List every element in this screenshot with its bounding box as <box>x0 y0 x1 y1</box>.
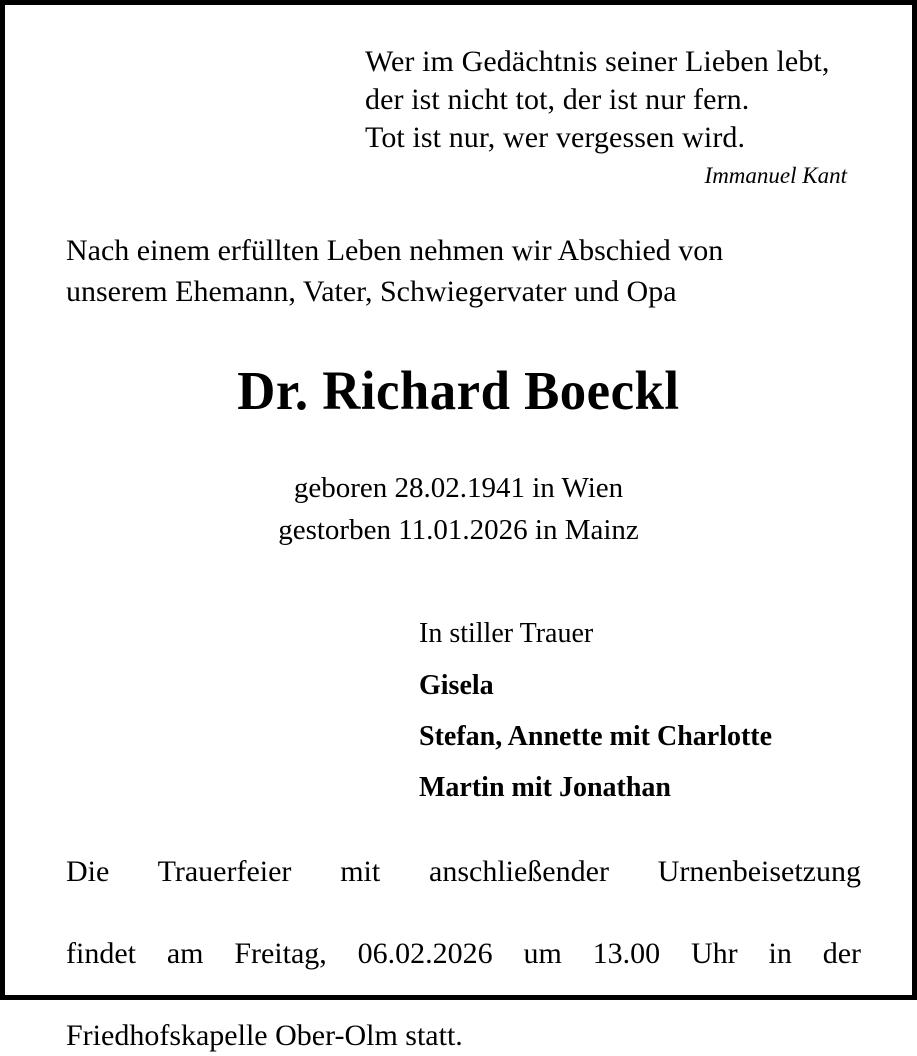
notice-sheet <box>5 5 912 1052</box>
intro-line-1: Nach einem erfüllten Leben nehmen wir Abschied von <box>66 234 724 267</box>
quote-line-2: der ist nicht tot, der ist nur fern. <box>365 83 750 116</box>
mourner-name-2: Stefan, Annette mit Charlotte <box>419 721 773 752</box>
life-dates-block <box>5 467 912 551</box>
quote-line-3: Tot ist nur, wer vergessen wird. <box>365 121 746 154</box>
death-line: gestorben 11.01.2026 in Mainz <box>278 514 639 546</box>
birth-line: geboren 28.02.1941 in Wien <box>293 472 624 504</box>
intro-block <box>66 230 861 312</box>
quote-line-1: Wer im Gedächtnis seiner Lieben lebt, <box>365 45 830 78</box>
intro-line-2: unserem Ehemann, Vater, Schwiegervater und Opa <box>66 275 677 308</box>
mourner-name-3: Martin mit Jonathan <box>419 772 671 803</box>
funeral-details-block <box>66 851 861 1056</box>
funeral-line-2: findet am Freitag, 06.02.2026 um 13.00 Uhr in der <box>66 937 861 970</box>
quote-block <box>365 43 865 192</box>
mourners-block <box>419 608 869 813</box>
mourner-name-1: Gisela <box>419 670 494 701</box>
deceased-name-block <box>5 360 912 422</box>
deceased-name: Dr. Richard Boeckl <box>237 360 680 421</box>
funeral-line-1: Die Trauerfeier mit anschließender Urnenbeisetzung <box>66 855 861 888</box>
mourners-intro: In stiller Trauer <box>419 618 594 649</box>
funeral-line-3: Friedhofskapelle Ober-Olm statt. <box>66 1019 463 1052</box>
quote-attribution: Immanuel Kant <box>704 163 847 188</box>
